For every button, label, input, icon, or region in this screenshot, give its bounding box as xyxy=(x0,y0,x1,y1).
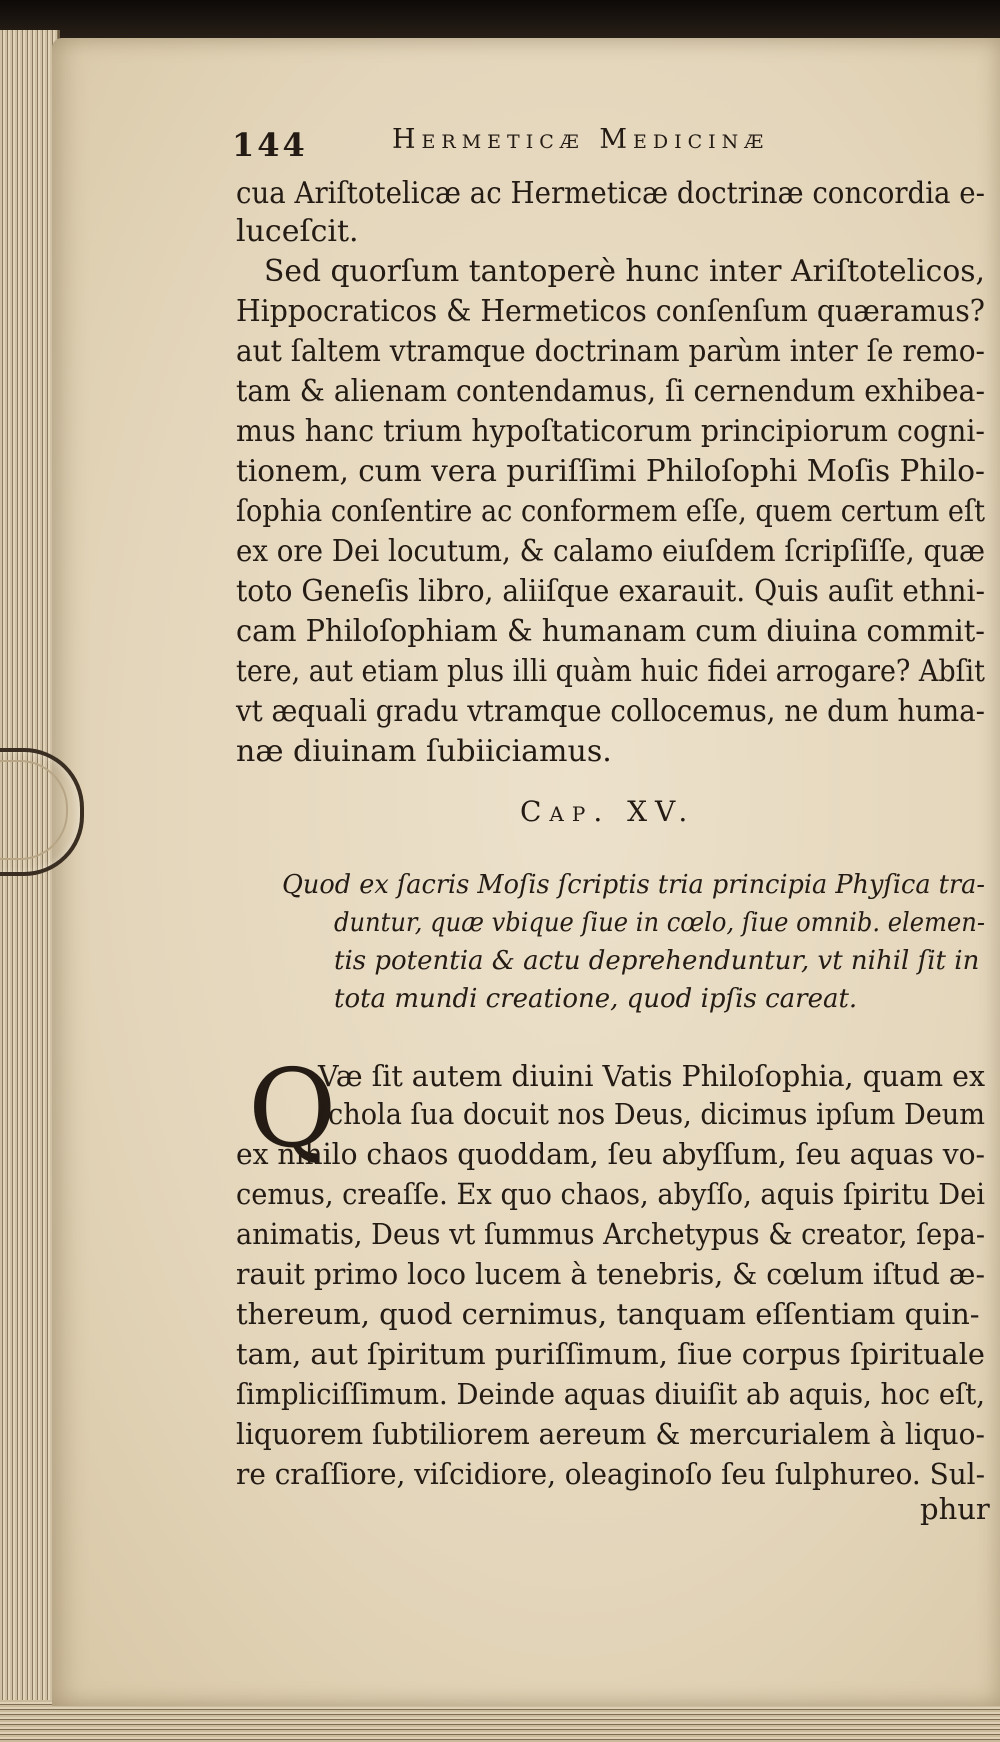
text-line: ex ore Dei locutum, & calamo eiuſdem ſcripſiſſe, quæ xyxy=(236,534,985,569)
text-line: Hippocraticos & Hermeticos conſenſum quæramus? xyxy=(236,294,985,329)
text-line: tam, aut ſpiritum puriſſimum, ſiue corpus ſpirituale xyxy=(236,1337,985,1371)
text-line: vt æquali gradu vtramque collocemus, ne dum huma- xyxy=(236,694,985,729)
text-line: Væ ſit autem diuini Vatis Philoſophia, quam ex xyxy=(318,1059,985,1093)
catchword: phur xyxy=(920,1492,990,1526)
text-line: rauit primo loco lucem à tenebris, & cœlum iſtud æ- xyxy=(236,1257,985,1291)
running-title: Hermeticæ Medicinæ xyxy=(392,124,770,155)
text-line: næ diuinam ſubiiciamus. xyxy=(236,734,612,769)
text-line: tam & alienam contendamus, ſi cernendum exhibea- xyxy=(236,374,985,409)
text-line: Sed quorſum tantoperè hunc inter Ariſtotelicos, xyxy=(264,254,985,289)
book-page-edges-left xyxy=(0,30,60,1742)
text-line: cua Ariſtotelicæ ac Hermeticæ doctrinæ concordia e- xyxy=(236,176,985,211)
text-line: cemus, creaſſe. Ex quo chaos, abyſſo, aquis ſpiritu Dei xyxy=(236,1177,985,1211)
background-dark xyxy=(0,0,1000,42)
chapter-heading: Cap. XV. xyxy=(520,795,696,828)
text-line: ſchola ſua docuit nos Deus, dicimus ipſum Deum xyxy=(318,1097,985,1131)
text-line: animatis, Deus vt ſummus Archetypus & creator, ſepa- xyxy=(236,1217,985,1251)
argument-line: duntur, quæ vbique ſiue in cœlo, ſiue omnib. elemen- xyxy=(334,908,985,938)
argument-line: tis potentia & actu deprehenduntur, vt nihil ſit in xyxy=(334,946,980,976)
text-line: ſimpliciſſimum. Deinde aquas diuiſit ab aquis, hoc eſt, xyxy=(236,1377,985,1411)
text-line: luceſcit. xyxy=(236,214,359,249)
text-line: mus hanc trium hypoſtaticorum principiorum cogni- xyxy=(236,414,985,449)
text-line: tionem, cum vera puriſſimi Philoſophi Moſis Philo- xyxy=(236,454,985,489)
text-line: ſophia conſentire ac conformem eſſe, quem certum eſt xyxy=(236,494,985,529)
argument-line: tota mundi creatione, quod ipſis careat. xyxy=(334,984,858,1014)
text-line: ex nihilo chaos quoddam, ſeu abyſſum, ſeu aquas vo- xyxy=(236,1137,985,1171)
text-line: liquorem ſubtiliorem aereum & mercurialem à liquo- xyxy=(236,1417,985,1451)
text-line: cam Philoſophiam & humanam cum diuina commit- xyxy=(236,614,985,649)
text-line: re craſſiore, viſcidiore, oleaginoſo ſeu ſulphureo. Sul- xyxy=(236,1457,985,1491)
text-line: tere, aut etiam plus illi quàm huic fidei arrogare? Abſit xyxy=(236,654,985,689)
text-line: thereum, quod cernimus, tanquam eſſentiam quin- xyxy=(236,1297,980,1331)
text-line: aut ſaltem vtramque doctrinam parùm inter ſe remo- xyxy=(236,334,985,369)
running-head xyxy=(232,118,872,162)
page-number: 144 xyxy=(232,126,308,164)
book-page-edges-bottom xyxy=(0,1700,1000,1742)
drop-cap: Q xyxy=(248,1047,337,1172)
text-line: toto Geneſis libro, aliiſque exarauit. Quis auſit ethni- xyxy=(236,574,985,609)
argument-line: Quod ex ſacris Moſis ſcriptis tria principia Phyſica tra- xyxy=(282,870,985,900)
